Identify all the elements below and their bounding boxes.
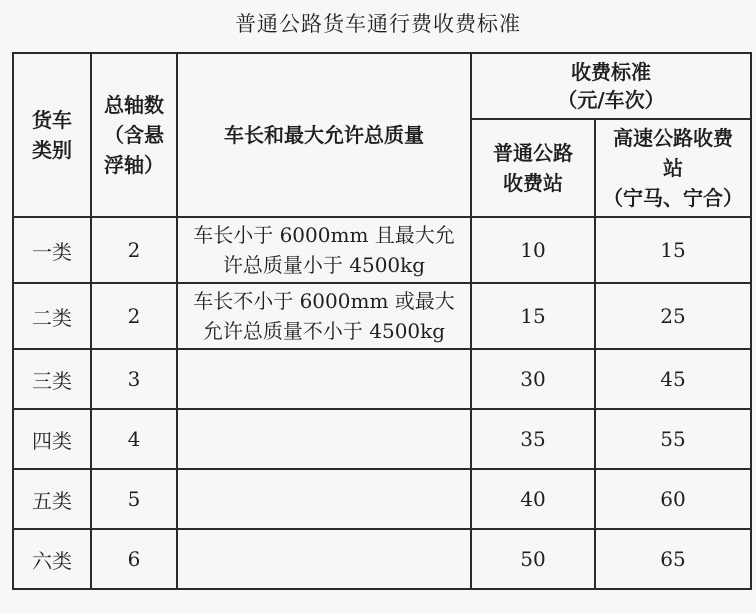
header-axles-line: 总轴数: [104, 93, 164, 117]
cell-description: [177, 469, 471, 529]
cell-description-line: 许总质量小于 4500kg: [222, 253, 426, 277]
table-row: [13, 409, 751, 469]
cell-ordinary-fee: 15: [471, 283, 595, 349]
cell-description: [177, 349, 471, 409]
cell-category: 二类: [13, 283, 91, 349]
header-axles-line: 浮轴）: [104, 153, 164, 177]
header-fee-line: 收费标准: [571, 60, 651, 84]
cell-description: [177, 409, 471, 469]
cell-highway-fee: 65: [595, 529, 751, 589]
cell-axles: 2: [91, 217, 177, 283]
cell-ordinary-fee: 10: [471, 217, 595, 283]
cell-description-line: 车长不小于 6000mm 或最大: [193, 289, 455, 313]
cell-category: 三类: [13, 349, 91, 409]
cell-description-line: 车长小于 6000mm 且最大允: [193, 223, 455, 247]
cell-category: 一类: [13, 217, 91, 283]
cell-category: 五类: [13, 469, 91, 529]
fee-table: [12, 52, 752, 590]
cell-axles: 2: [91, 283, 177, 349]
cell-category: 四类: [13, 409, 91, 469]
cell-ordinary-fee: 50: [471, 529, 595, 589]
header-highway-line: 站: [663, 156, 683, 180]
table-row: [13, 217, 751, 283]
header-axles: [91, 53, 177, 217]
cell-description: [177, 529, 471, 589]
table-row: [13, 529, 751, 589]
header-ordinary-station: [471, 119, 595, 217]
header-highway-line: （宁马、宁合）: [603, 186, 743, 210]
cell-highway-fee: 55: [595, 409, 751, 469]
document-title: 普通公路货车通行费收费标准: [235, 12, 521, 36]
table-row: [13, 283, 751, 349]
header-fee-standard: [471, 53, 751, 119]
table-row: [13, 469, 751, 529]
header-row-top: [13, 53, 751, 119]
cell-ordinary-fee: 40: [471, 469, 595, 529]
cell-ordinary-fee: 35: [471, 409, 595, 469]
cell-axles: 3: [91, 349, 177, 409]
header-highway-line: 高速公路收费: [613, 126, 733, 150]
table-row: [13, 349, 751, 409]
header-fee-line: （元/车次）: [557, 88, 665, 112]
cell-axles: 6: [91, 529, 177, 589]
cell-highway-fee: 25: [595, 283, 751, 349]
header-ordinary-line: 普通公路: [493, 141, 573, 165]
cell-highway-fee: 60: [595, 469, 751, 529]
header-axles-line: （含悬: [104, 123, 164, 147]
cell-axles: 5: [91, 469, 177, 529]
cell-axles: 4: [91, 409, 177, 469]
header-vehicle-type-line: 货车: [32, 108, 72, 132]
header-length-weight: 车长和最大允许总质量: [177, 53, 471, 217]
cell-description: [177, 283, 471, 349]
cell-description: [177, 217, 471, 283]
cell-description-line: 允许总质量不小于 4500kg: [202, 319, 446, 343]
cell-highway-fee: 15: [595, 217, 751, 283]
header-highway-station: [595, 119, 751, 217]
header-vehicle-type: [13, 53, 91, 217]
cell-highway-fee: 45: [595, 349, 751, 409]
header-ordinary-line: 收费站: [503, 171, 563, 195]
header-vehicle-type-line: 类别: [32, 138, 72, 162]
cell-ordinary-fee: 30: [471, 349, 595, 409]
cell-category: 六类: [13, 529, 91, 589]
